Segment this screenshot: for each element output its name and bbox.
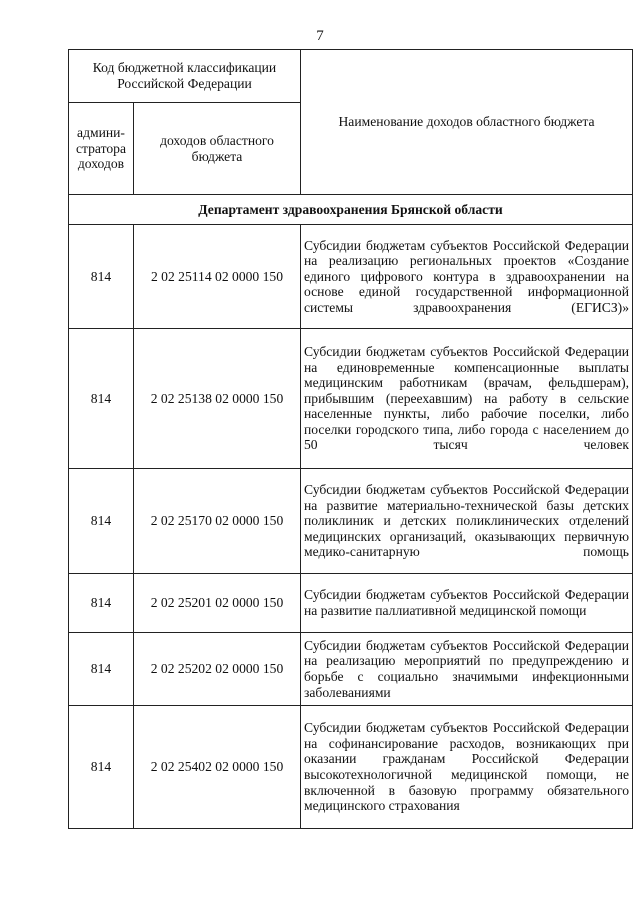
header-revenue-code: доходов областного бюджета [134, 103, 301, 195]
revenue-code: 2 02 25402 02 0000 150 [134, 706, 301, 829]
table-row [69, 706, 633, 829]
table-row [69, 633, 633, 706]
revenue-code: 2 02 25202 02 0000 150 [134, 633, 301, 706]
table-row [69, 225, 633, 329]
header-code-group: Код бюджетной классификации Российской Федерации [69, 50, 301, 103]
revenue-name: Субсидии бюджетам субъектов Российской Федерации на реализацию региональных проектов «Создание единого цифрового контура в здравоохранении на основе единой государственной информационной системы здравоохранения (ЕГИСЗ)» [301, 225, 633, 329]
revenue-code: 2 02 25170 02 0000 150 [134, 469, 301, 574]
revenue-name: Субсидии бюджетам субъектов Российской Федерации на развитие материально-технической базы детских поликлиник и детских поликлинических отделений медицинских организаций, оказывающих первичную медико-санитарную помощь [301, 469, 633, 574]
table-row [69, 329, 633, 469]
revenue-name: Субсидии бюджетам субъектов Российской Федерации на софинансирование расходов, возникающих при оказании гражданам Российской Федерации высокотехнологичной медицинской помощи, не включенной в базовую программу обязательного медицинского страхования [301, 706, 633, 829]
table-row [69, 469, 633, 574]
table-row [69, 574, 633, 633]
page-number: 7 [316, 28, 324, 44]
administrator-code: 814 [69, 706, 134, 829]
department-row: Департамент здравоохранения Брянской области [69, 195, 633, 225]
revenue-code: 2 02 25138 02 0000 150 [134, 329, 301, 469]
administrator-code: 814 [69, 225, 134, 329]
administrator-code: 814 [69, 574, 134, 633]
revenue-code: 2 02 25114 02 0000 150 [134, 225, 301, 329]
administrator-code: 814 [69, 329, 134, 469]
budget-classification-table [68, 49, 633, 829]
revenue-name: Субсидии бюджетам субъектов Российской Федерации на развитие паллиативной медицинской помощи [301, 574, 633, 633]
header-name: Наименование доходов областного бюджета [301, 50, 633, 195]
revenue-name: Субсидии бюджетам субъектов Российской Федерации на реализацию мероприятий по предупреждению и борьбе с социально значимыми инфекционными заболеваниями [301, 633, 633, 706]
revenue-code: 2 02 25201 02 0000 150 [134, 574, 301, 633]
administrator-code: 814 [69, 469, 134, 574]
revenue-name: Субсидии бюджетам субъектов Российской Федерации на единовременные компенсационные выплаты медицинским работникам (врачам, фельдшерам), прибывшим (переехавшим) на работу в сельские населенные пункты, либо рабочие поселки, либо поселки городского типа, либо города с населением до 50 тысяч человек [301, 329, 633, 469]
header-administrator: админи-стратора доходов [69, 103, 134, 195]
administrator-code: 814 [69, 633, 134, 706]
